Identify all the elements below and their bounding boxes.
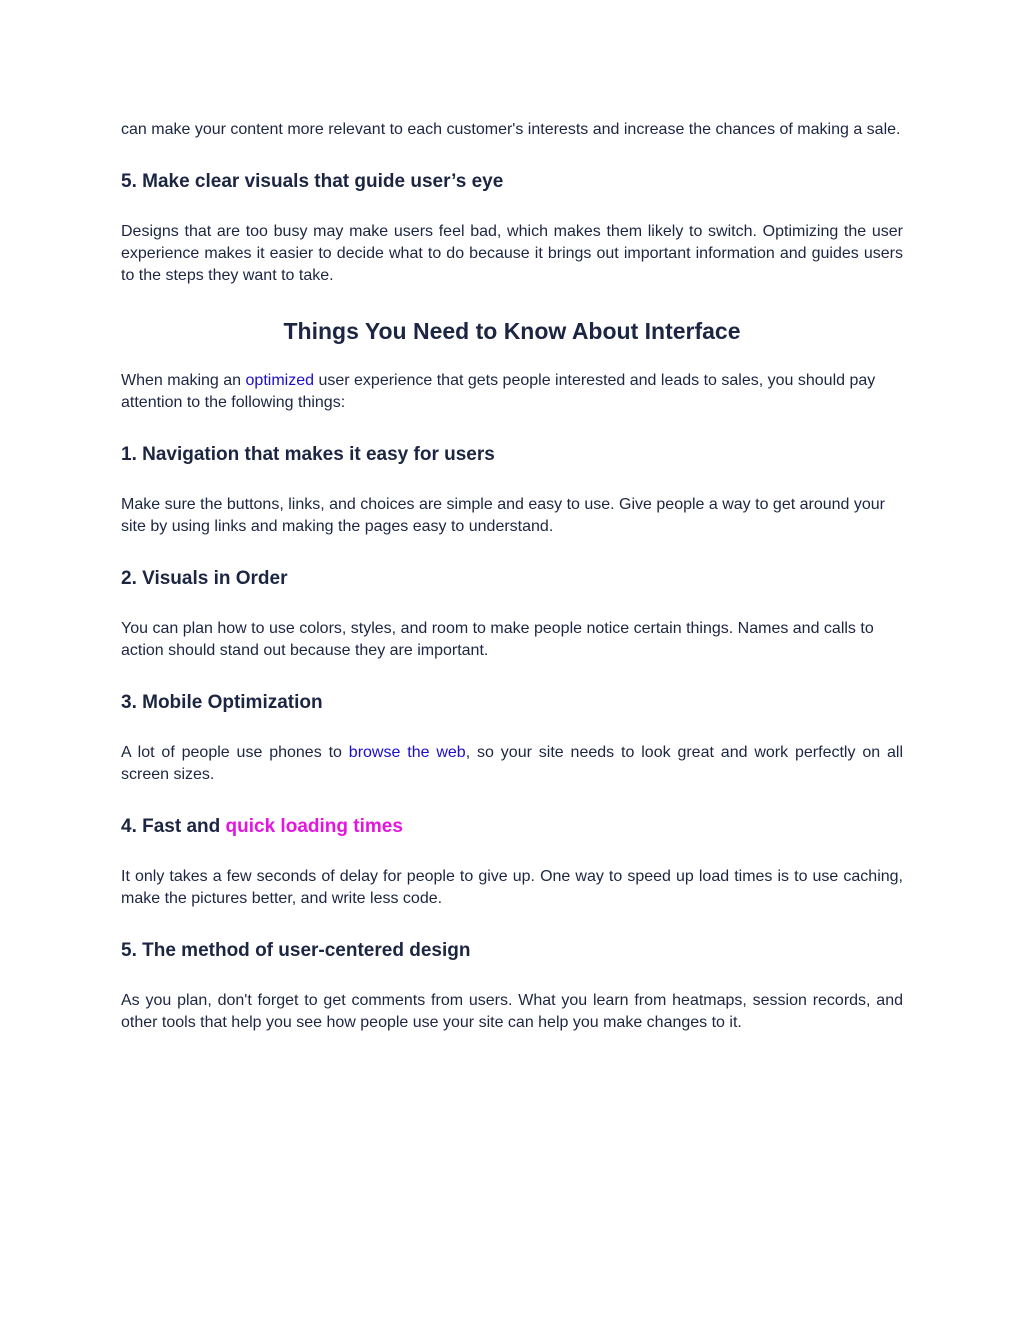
loading-heading-before: 4. Fast and — [121, 816, 226, 837]
intro-text-before: When making an — [121, 372, 246, 389]
mobile-text-before: A lot of people use phones to — [121, 744, 349, 761]
visuals-paragraph: Designs that are too busy may make users feel bad, which makes them likely to switch. Optimizing the user experience makes it easier to decide what to do because it brings out important information and guides users to the steps they want to take. — [121, 223, 903, 284]
mobile-text-after: , so your site needs to look great and work perfectly on all screen sizes. — [121, 744, 904, 783]
intro-tail-paragraph: can make your content more relevant to each customer's interests and increase the chances of making a sale. — [121, 121, 901, 138]
navigation-heading: 1. Navigation that makes it easy for users — [121, 444, 495, 465]
main-heading: Things You Need to Know About Interface — [283, 318, 741, 344]
user-centered-heading: 5. The method of user-centered design — [121, 940, 471, 961]
intro-text-after: user experience that gets people interested and leads to sales, you should pay attention to the following things: — [121, 372, 876, 411]
document-page — [121, 119, 903, 1034]
mobile-heading: 3. Mobile Optimization — [121, 692, 323, 713]
user-centered-paragraph: As you plan, don't forget to get comments from users. What you learn from heatmaps, session records, and other tools that help you see how people use your site can help you make changes to it. — [121, 992, 903, 1031]
visuals-order-heading: 2. Visuals in Order — [121, 568, 288, 589]
browse-the-web-link[interactable]: browse the web — [348, 744, 466, 761]
mobile-paragraph — [121, 742, 903, 786]
intro-paragraph — [121, 370, 903, 414]
optimized-link[interactable]: optimized — [245, 372, 314, 389]
visuals-order-paragraph: You can plan how to use colors, styles, and room to make people notice certain things. Names and calls to action should stand out because they are important. — [121, 620, 874, 659]
visuals-heading: 5. Make clear visuals that guide user’s eye — [121, 171, 504, 192]
loading-paragraph: It only takes a few seconds of delay for people to give up. One way to speed up load times is to use caching, make the pictures better, and write less code. — [121, 868, 903, 907]
loading-heading-highlight: quick loading times — [225, 816, 403, 837]
loading-heading — [121, 815, 903, 839]
navigation-paragraph: Make sure the buttons, links, and choices are simple and easy to use. Give people a way to get around your site by using links and making the pages easy to understand. — [121, 496, 885, 535]
